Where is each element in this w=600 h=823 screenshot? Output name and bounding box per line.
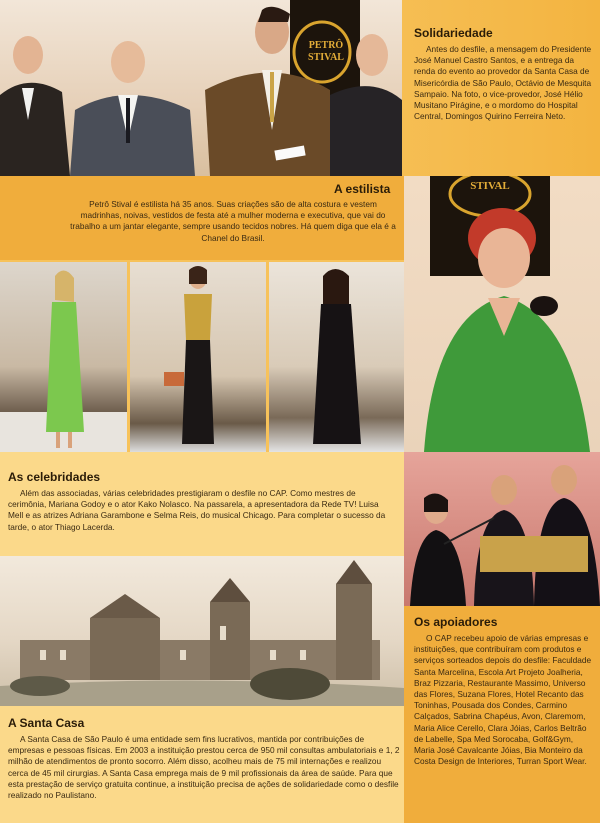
- runway-photo-black-dress: [269, 262, 404, 452]
- apoiadores-title: Os apoiadores: [414, 615, 498, 629]
- celebridades-text: Além das associadas, várias celebridades prestigiaram o desfile no CAP. Como mestres de cerimônia, Mariana Godoy e o ator Kako Nolasco. Na passarela, a apresentadora da Rede TV! Luisa Mell e as atrizes Adriana Garambone e Selma Reis, do musical Chicago. Para completar o sucesso da tarde, o ator Thiago Lacerda.: [8, 488, 386, 532]
- santa-casa-building-photo: [0, 556, 404, 706]
- portrait-banner-logo: STIVAL: [470, 180, 510, 192]
- estilista-title: A estilista: [334, 182, 391, 196]
- ceremony-illustration: [0, 0, 402, 176]
- runway-photo-gold-top: [130, 262, 266, 452]
- apoiadores-text: O CAP recebeu apoio de várias empresas e instituições, que contribuíram com produtos e serviços sorteados depois do desfile: Faculdade Santa Marcelina, Escola Art Projeto Joalheria, Braz Pizzaria, Restaurante Massimo, Universo das Flores, Suzana Flores, Hotel Recanto das Toninhas, Pousada dos Condes, Carmino Calçados, Sabrina Chapéus, Avon, Claremom, Maria Alice Cerello, Clara Jóias, Carlos Beltrão de Labelle, Spa Med Sorocaba, Golf&Gym, Maria José Cavalcante Jóias, Bia Monteiro da Costa Design de Interiores, Turran Sport Wear.: [414, 633, 592, 767]
- celebridades-title: As celebridades: [8, 470, 101, 484]
- black-dress-figure: [269, 262, 404, 452]
- runway-photo-green-dress: [0, 262, 127, 452]
- santa-casa-text: A Santa Casa de São Paulo é uma entidade sem fins lucrativos, mantida por contribuições de empresas e pessoas físicas. Em 2003 a instituição prestou cerca de 950 mil consultas ambulatoriais e 1, 2 milhão de atendimentos de pronto socorro. Além disso, acolheu mais de 75 mil internações e realizou cerca de 45 mil cirurgias. A Santa Casa emprega mais de 9 mil profissionais da área de saúde. Para que esta prestação de serviço gratuita continue, a instituição precisa de ações de solidariedade como o desfile realizado no Paulistano.: [8, 734, 400, 801]
- solidariedade-title: Solidariedade: [414, 26, 493, 40]
- performers-illustration: [404, 452, 600, 606]
- designer-illustration: [404, 176, 600, 452]
- designer-portrait: [404, 176, 600, 452]
- estilista-text: Petrô Stival é estilista há 35 anos. Suas criações são de alta costura e vestem madrinhas, noivas, vestidos de festa até a mulher moderna e executiva, que vai do trabalho a um jantar elegante, sempre usando tecidos nobres. Há quem diga que ela é a Chanel do Brasil.: [70, 199, 396, 243]
- gold-top-figure: [130, 262, 266, 452]
- green-dress-figure: [0, 262, 127, 452]
- ceremony-photo: [0, 0, 402, 176]
- santa-casa-title: A Santa Casa: [8, 716, 85, 730]
- solidariedade-text: Antes do desfile, a mensagem do Presidente José Manuel Castro Santos, e a entrega da renda do evento ao provedor da Santa Casa de Misericórdia de São Paulo, Octávio de Mesquita Sampaio. Na foto, o vice-provedor, José Hélio Musitano Pirágine, e o mordomo do Hospital Central, Domingos Quirino Ferreira Neto.: [414, 44, 592, 122]
- santa-casa-building-illustration: [0, 556, 404, 706]
- banner-logo-text: PETRÔ STIVAL: [308, 40, 344, 63]
- performers-photo: [404, 452, 600, 606]
